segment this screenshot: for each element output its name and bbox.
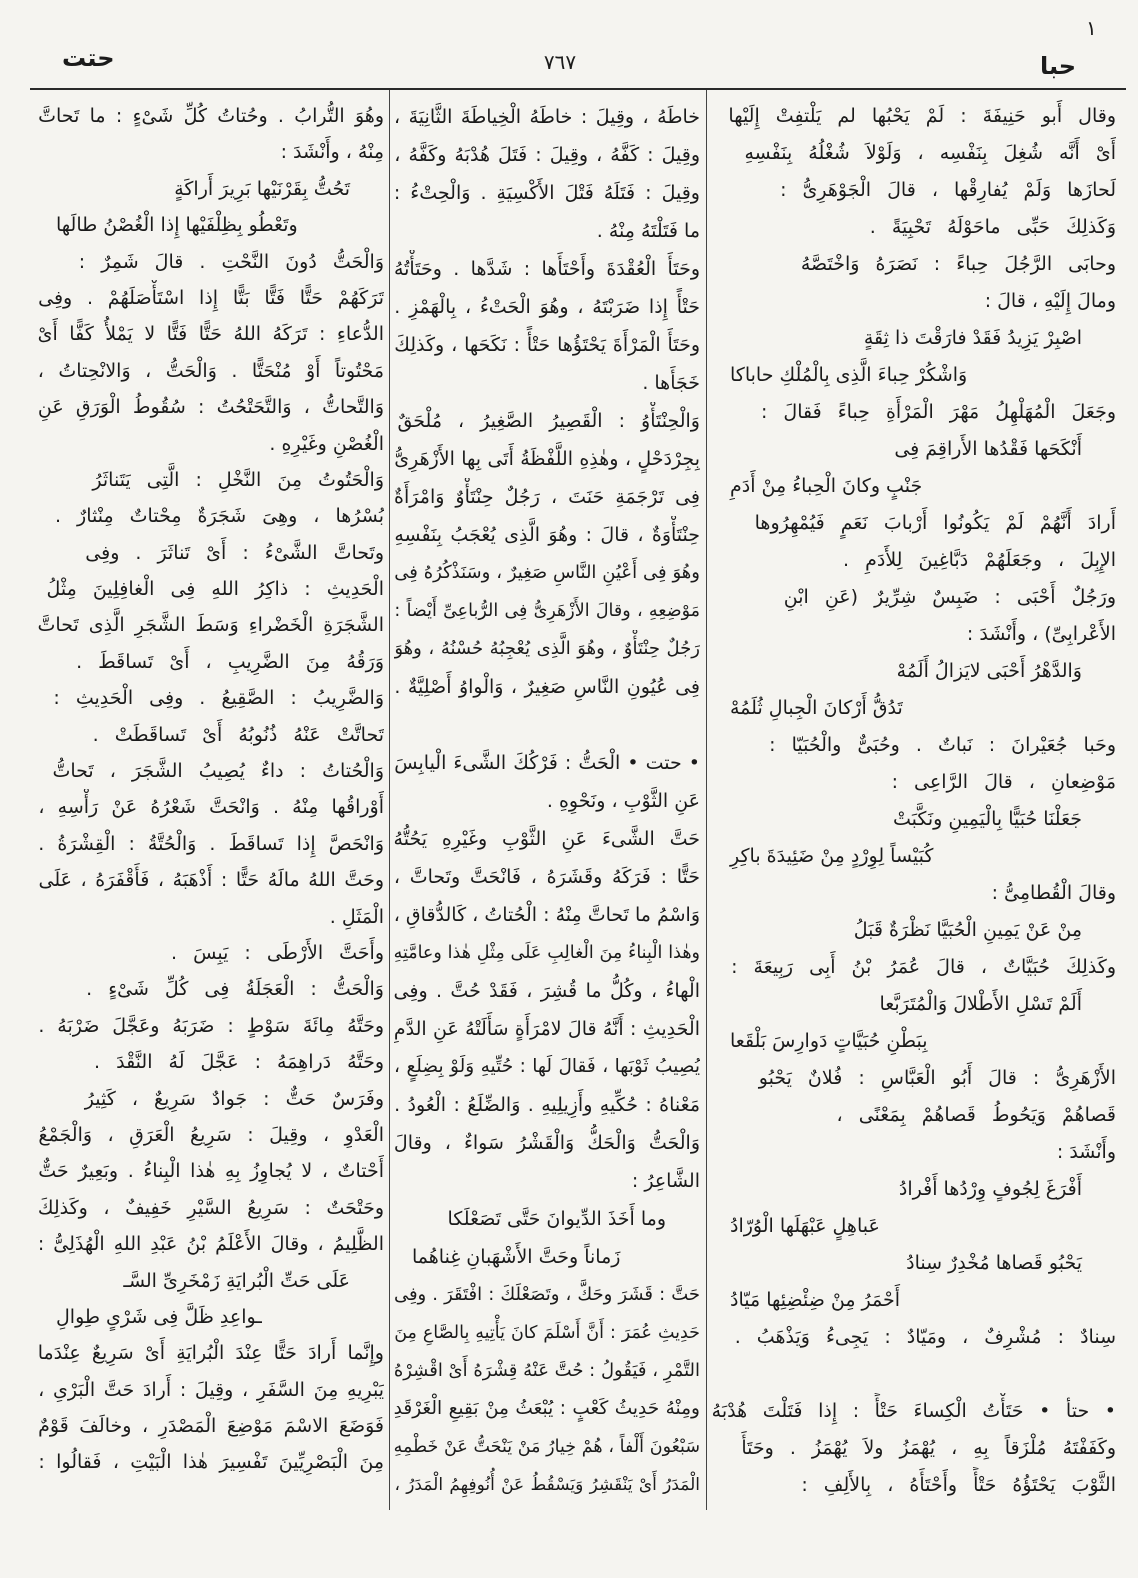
text-line-content: يَحْبُو قَصاها مُخْدِرٌ سِنادُ xyxy=(906,1252,1082,1274)
text-line xyxy=(38,753,384,789)
text-line xyxy=(394,1162,700,1200)
text-line xyxy=(712,357,1116,394)
text-line-content: أَلَمْ تَسْلِ الأَطْلالَ وَالْمُتَرَبَّعا xyxy=(879,993,1082,1015)
text-line xyxy=(394,744,700,782)
text-line xyxy=(38,899,384,935)
text-line xyxy=(394,364,700,402)
text-line-content: الْمَدَرُ أَىْ يَنْقَشِرُ وَيَسْقُطُ عَنْ أُنُوفِهِمُ الْمَدَرُ ، xyxy=(394,1475,700,1495)
text-line xyxy=(394,1428,700,1466)
column-right xyxy=(712,98,1116,1504)
text-line xyxy=(394,1352,700,1390)
text-line-content: وَالْحَتُوتُ مِنَ النَّخْلِ : الَّتِى يَتَناثَرُ xyxy=(92,468,384,491)
text-line xyxy=(712,246,1116,283)
text-line-content: حَتًّا : فَرَكَهُ وقَشَرَهُ ، فَانْحَتَّ وتَحاتَّ ، xyxy=(394,866,700,888)
text-line xyxy=(394,174,700,212)
text-line-content: مَحْتُوتاً أَوْ مُنْحَتًّا . وَالْحَتُّ ، وَالانْحِتاتُ ، xyxy=(38,359,384,382)
text-line-content: يُصِيبُ ثَوْبَها ، فَقالَ لَها : حُتِّيهِ وَلَوْ بِضِلَعٍ ، xyxy=(394,1056,700,1077)
text-line xyxy=(38,826,384,862)
text-line xyxy=(394,820,700,858)
text-line-content: وحَتَّ اللهُ مالَهُ حَتًّا : أَذْهَبَهُ ، فَأَقْفَرَهُ ، عَلَى xyxy=(38,869,384,892)
text-line xyxy=(394,516,700,554)
text-line xyxy=(712,394,1116,431)
text-line-content: وحَتَأَ الْعُقْدَةَ وأَحْتَأَها : شَدَّها . وحَتَأْتُهُ xyxy=(394,258,700,280)
text-line-content: مِنْ عَنْ يَمِينِ الْحُبَيَّا نَظْرَةٌ قَبَلُ xyxy=(853,919,1082,941)
text-line-content: الشَّجَرَةِ الْخَضْراءِ وَسَطَ الشَّجَرِ الَّذِى تَحاتَّ xyxy=(38,614,384,637)
text-line-content: بُسْرُها ، وهِىَ شَجَرَةٌ مِحْتاتٌ مِنْثارٌ . xyxy=(54,505,384,528)
text-line xyxy=(394,250,700,288)
text-line xyxy=(712,1097,1116,1134)
text-line xyxy=(712,1393,1116,1430)
text-line-content: عَلَى حَتِّ الْبُرايَةِ زَمْخَرِىِّ السَّـ xyxy=(123,1269,350,1292)
text-line xyxy=(38,789,384,825)
text-line-content: وَكَذلِكَ حَبِّى ماحَوْلَهُ تَحْبِيَةً . xyxy=(869,216,1116,238)
text-line xyxy=(712,1208,1116,1245)
text-line-content: تَحاتَّتْ عَنْهُ ذُنُوبُهُ أَىْ تَساقَطَتْ . xyxy=(92,723,384,746)
text-line-content: وما أَخَذَ الدِّيوانَ حَتَّى تَصَعْلَكا xyxy=(447,1208,666,1230)
text-line-content: تَدُقُّ أَرْكانَ الْجِبالِ ثُلَمُهْ xyxy=(730,697,903,719)
text-line xyxy=(38,1372,384,1408)
text-line-content: الدُّعاءِ : تَرَكَهُ اللهُ حَتًّا فَتًّا لا يَمْلأُ كَفًّا أَىْ xyxy=(38,323,384,346)
text-line-content: فِى عُيُونِ النَّاسِ صَغِيرٌ ، وَالْواوُ أَصْلِيَّةٌ . xyxy=(394,676,700,698)
text-line xyxy=(394,972,700,1010)
text-line xyxy=(38,389,384,425)
text-line-content: أَىْ أَنَّه شُغِلَ بِنَفْسِه ، وَلَوْلاَ شُغْلُهُ بِنَفْسِهِ xyxy=(744,142,1116,164)
text-line xyxy=(38,535,384,571)
text-line xyxy=(712,1430,1116,1467)
text-line-content: وَالدَّهْرُ أَحْبَى لايَزالُ أَلَمُهْ xyxy=(896,660,1082,682)
text-line-content: سَبْعُونَ أَلْفاً ، هُمْ خِيارُ مَنْ يَنْحَتُّ عَنْ خَطْمِهِ xyxy=(394,1437,700,1457)
text-line-content: وقال أَبو حَنِيفَةَ : لَمْ يَحْبُها لم يَلْتفِتْ إِلَيْها xyxy=(728,105,1116,127)
text-line xyxy=(38,1190,384,1226)
text-line-content: وقِيلَ : كَفَّهُ ، وقِيلَ : فَتَلَ هُدْبَهُ وكَفَّهُ ، xyxy=(394,144,700,166)
text-line xyxy=(712,468,1116,505)
text-line xyxy=(394,1048,700,1086)
text-line-content: حَتْأً إِذا ضَرَبْتَهُ ، وهُوَ الْحَتْءُ ، بِالْهَمْزِ . xyxy=(394,296,700,318)
text-line-content: • حتأ • حَتَأْتُ الْكِساءَ حَتْأً : إِذا فَتَلْتَ هُدْبَهُ xyxy=(712,1400,1116,1422)
text-line xyxy=(712,875,1116,912)
text-line xyxy=(394,706,700,744)
text-line xyxy=(394,1314,700,1352)
text-line xyxy=(38,316,384,352)
text-line xyxy=(712,1282,1116,1319)
text-line xyxy=(712,1171,1116,1208)
text-line-content: زَماناً وحَتَّ الأَشْهَبانِ غِناهُما xyxy=(412,1246,621,1268)
text-line-content: الْهاءُ ، وكُلُّ ما قُشِرَ ، فَقَدْ حُتَّ . وفِى xyxy=(394,980,700,1002)
text-line-content: أَحْمَرُ مِنْ ضِئْضِئِها مَيّادُ xyxy=(730,1289,901,1311)
text-line xyxy=(712,1467,1116,1504)
text-line xyxy=(394,288,700,326)
column-divider xyxy=(389,90,390,1510)
text-line xyxy=(712,283,1116,320)
text-line xyxy=(712,653,1116,690)
text-line xyxy=(712,616,1116,653)
text-line xyxy=(394,896,700,934)
text-line-content: مِنَ الْبَصْرِيِّينَ تَفْسِيرَ هٰذا الْبَيْتِ ، فَقالُوا : xyxy=(38,1451,384,1474)
text-line xyxy=(712,1134,1116,1171)
text-line xyxy=(712,690,1116,727)
text-line-content: تَحُتُّ بِقَرْنَيْها بَرِيرَ أَراكَةٍ xyxy=(174,177,350,200)
text-line-content: • حتت • الْحَتُّ : فَرْكُكَ الشَّىءَ الْيابِسَ xyxy=(394,752,700,774)
text-line xyxy=(394,1086,700,1124)
text-line-content: أَنْكَحَها فَقْدُها الأَراقِمَ فِى xyxy=(894,438,1082,460)
text-line-content: كُبَيْساً لِوِرْدٍ مِنْ ضَئِيدَةَ باكِرِ xyxy=(730,845,934,867)
text-line xyxy=(712,172,1116,209)
text-line-content: الظَّلِيمُ ، وقالَ الأَعْلَمُ بْنُ عَبْدِ اللهِ الْهُذَلِىُّ : xyxy=(38,1233,384,1256)
text-line xyxy=(394,1276,700,1314)
text-line-content: الْحَدِيثِ : أَنَّهُ قالَ لامْرَأَةٍ سَأَلَتْهُ عَنِ الدَّمِ xyxy=(394,1018,700,1040)
text-line xyxy=(38,644,384,680)
text-line xyxy=(38,862,384,898)
text-line-content: الإِبِلَ ، وجَعَلَهُمْ دَبَّاغِينَ لِلأَدَمِ . xyxy=(843,549,1116,571)
text-line-content: وحَتَأَ الْمَرْأَةَ يَحْتَؤُها حَتْأً : نَكَحَها ، وكَذلِكَ xyxy=(394,334,700,356)
text-line xyxy=(38,717,384,753)
text-line-content: وَرَقُهُ مِنَ الضَّرِيبِ ، أَىْ تَساقَطَ . xyxy=(76,650,384,673)
text-line-content: أَرادَ أَنَّهُمْ لَمْ يَكُونُوا أَرْبابَ نَعَمٍ فَيُمْهِرُوها xyxy=(754,512,1116,534)
text-line-content: جَعَلْنَا حُبَيًّا بِالْيَمِينِ ونَكَّبَتْ xyxy=(893,808,1082,830)
text-line xyxy=(394,98,700,136)
text-line-content: التَّمْرِ ، فَيَقُولُ : حُتَّ عَنْهُ قِشْرَهُ أَىْ اقْشِرْهُ xyxy=(394,1360,700,1381)
text-line-content: مَعْناهُ : حُكِّيهِ وأَزِيلِيهِ . وَالضِّلَعُ : الْعُودُ . xyxy=(394,1094,700,1116)
text-line-content: وجَعَلَ الْمُهَلْهِلُ مَهْرَ الْمَرْأَةِ حِباءً فَقالَ : xyxy=(760,401,1116,423)
text-line xyxy=(38,1081,384,1117)
text-line xyxy=(38,1153,384,1189)
text-line-content: وَالْحِنْتَأْوُ : الْقَصِيرُ الصَّغِيرُ ، مُلْحَقٌ xyxy=(397,410,700,432)
text-line xyxy=(38,426,384,462)
text-line-content: وإِنَّما أَرادَ حَتًّا عِنْدَ الْبُرايَةِ أَىْ سَرِيعٌ عِنْدَما xyxy=(38,1342,384,1365)
text-line-content: جَنْبٍ وكانَ الْحِباءُ مِنْ أَدَمِ xyxy=(730,475,923,497)
text-line xyxy=(394,668,700,706)
text-line-content: حَدِيثِ عُمَرَ : أَنَّ أَسْلَمَ كانَ يَأْتِيهِ بِالصَّاعِ مِنَ xyxy=(394,1323,700,1343)
running-head-right: حبا xyxy=(1040,52,1077,80)
text-line xyxy=(712,838,1116,875)
page-number: ٧٦٧ xyxy=(543,50,577,74)
text-line xyxy=(712,320,1116,357)
text-line-content: قَصاهُمْ وَيَحُوطُ قَصاهُمْ بِمَعْنًى ، xyxy=(836,1104,1116,1126)
text-line-content: الْغُصْنِ وغَيْرِهِ . xyxy=(269,432,384,455)
text-line xyxy=(38,935,384,971)
text-line-content: تَرَكَهُمْ حَتًّا فَتًّا بَتًّا إِذا اسْتَأْصَلَهُمْ . وفِى xyxy=(38,286,384,309)
text-line-content: الشَّاعِرُ : xyxy=(631,1170,700,1192)
text-line-content: الْحَدِيثِ : ذاكِرُ اللهِ فِى الْغافِلِينَ مِثْلُ xyxy=(46,578,384,601)
text-line xyxy=(712,209,1116,246)
running-head-left: حتت xyxy=(62,44,115,72)
text-line xyxy=(38,462,384,498)
text-line-content: وهُوَ فِى أَعْيُنِ النَّاسِ صَغِيرٌ ، وسَنَذْكُرُهُ فِى xyxy=(394,562,700,583)
text-line xyxy=(712,1356,1116,1393)
text-line-content: وقِيلَ : فَتَلَهُ فَتْلَ الأَكْسِيَةِ . وَالْحِتْءُ : xyxy=(394,182,700,204)
text-line xyxy=(38,1044,384,1080)
text-line xyxy=(394,934,700,972)
text-line xyxy=(38,1117,384,1153)
text-line-content: عَنِ الثَّوْبِ ، ونَحْوِهِ . xyxy=(546,790,700,812)
text-line xyxy=(712,1023,1116,1060)
text-line xyxy=(38,971,384,1007)
text-line-content: خاطَهُ ، وقِيلَ : خاطَهُ الْخِياطَةَ الثَّانِيَةَ ، xyxy=(394,106,700,128)
text-line-content: يَبْرِيهِ مِنَ السَّفَرِ ، وقِيلَ : أَرادَ حَتَّ الْبَرْىِ ، xyxy=(38,1378,384,1401)
text-line-content: وَاسْمُ ما تَحاتَّ مِنْهُ : الْحُتاتُ ، كَالدُّقاقِ ، xyxy=(394,904,700,926)
text-line xyxy=(38,571,384,607)
text-line-content: مِنْهُ ، وأَنْشَدَ : xyxy=(280,141,384,164)
text-line-content: عَباهِلٍ عَبْهَلَها الْوُرّادُ xyxy=(730,1215,880,1237)
text-line-content: ومالَ إِلَيْهِ ، قالَ : xyxy=(984,290,1116,312)
text-line xyxy=(394,782,700,820)
text-line-content: الْعَدْوِ ، وقِيلَ : سَرِيعُ الْعَرَقِ ، وَالْجَمْعُ xyxy=(38,1123,384,1146)
text-line xyxy=(38,98,384,134)
text-line-content: وحَتْحَتٌ : سَرِيعُ السَّيْرِ خَفِيفٌ ، وكَذلِكَ xyxy=(38,1196,384,1219)
text-line xyxy=(394,478,700,516)
text-line xyxy=(38,607,384,643)
text-line xyxy=(394,1390,700,1428)
text-line xyxy=(394,1124,700,1162)
text-line-content: الثَّوْبَ يَحْتَؤُهُ حَتْأً وأَحْتَأَهُ ، بِالأَلِفِ : xyxy=(801,1474,1116,1496)
header-rule xyxy=(30,88,1126,90)
text-line xyxy=(394,554,700,592)
text-line xyxy=(38,1299,384,1335)
text-line xyxy=(712,912,1116,949)
text-line xyxy=(394,1466,700,1504)
text-line-content: حَتَّ الشَّىءَ عَنِ الثَّوْبِ وغَيْرِهِ يَحُتُّهُ xyxy=(394,828,700,850)
text-line-content: خَجَأَها . xyxy=(642,372,700,394)
text-line xyxy=(38,498,384,534)
text-line-content: مَوْضِعِهِ ، وقالَ الأَزْهَرِىُّ فِى الرُّباعِىِّ أَيْضاً : xyxy=(394,601,700,621)
text-line xyxy=(394,136,700,174)
text-line xyxy=(38,1335,384,1371)
text-line xyxy=(712,727,1116,764)
text-line xyxy=(712,764,1116,801)
text-line-content: اصْبِرْ يَزِيدُ فَقَدْ فارَقْتَ ذا ثِقَةٍ xyxy=(863,327,1082,349)
text-line xyxy=(712,135,1116,172)
text-line-content: لَحازَها وَلَمْ يُفارِقْها ، قالَ الْجَوْهَرِىُّ : xyxy=(780,179,1116,201)
text-line-content: وتَحاتَّ الشَّىْءُ : أَىْ تَناثَرَ . وفِى xyxy=(85,541,384,564)
text-line-content: الْمَثَلِ . xyxy=(329,905,384,928)
text-line xyxy=(712,949,1116,986)
text-line xyxy=(712,505,1116,542)
text-line-content: وتَعْطُو بِظِلْفَيْها إِذا الْغُصْنُ طالَها xyxy=(56,214,298,237)
text-line-content: وحَتَّهُ مِائَةَ سَوْطٍ : ضَرَبَهُ وعَجَّلَ ضَرْبَهُ . xyxy=(38,1014,384,1037)
text-line-content: وحَبا جُعَيْرانَ : نَباتٌ . وحُبَىٌّ والْحُبَيّا : xyxy=(769,734,1116,756)
text-line-content: أَحْتاتٌ ، لا يُجاوِزُ بِهِ هٰذا الْبِناءُ . وبَعِيرٌ حَتٌّ xyxy=(38,1160,384,1183)
text-line xyxy=(394,858,700,896)
column-middle xyxy=(394,98,700,1504)
text-line-content: وفَرَسٌ حَتٌّ : جَوادٌ سَرِيعٌ ، كَثِيرُ xyxy=(84,1087,384,1110)
column-divider xyxy=(706,90,707,1510)
text-line xyxy=(38,1263,384,1299)
text-line xyxy=(38,353,384,389)
text-line-content: رَجُلٌ حِنْتَأْوٌ ، وهُوَ الَّذِى يُعْجِبُهُ حُسْنُهُ ، وهُوَ xyxy=(394,638,700,659)
text-line-content: ومِنْهُ حَدِيثُ كَعْبٍ : يُبْعَثُ مِنْ بَقِيعِ الْغَرْقَدِ xyxy=(394,1398,700,1419)
text-line-content: ما فَتَلْتَهُ مِنْهُ . xyxy=(596,220,700,242)
text-line-content: وَالْحَتُّ : الْعَجَلَةُ فِى كُلِّ شَىْءٍ . xyxy=(86,978,384,1001)
text-line-content: أَوْراقُها مِنْهُ . وَانْحَتَّ شَعْرُهُ عَنْ رَأْسِهِ ، xyxy=(38,796,384,819)
text-line xyxy=(394,212,700,250)
text-line xyxy=(38,171,384,207)
text-line-content: وَالْحَتُّ وَالْحَكُّ وَالْقَشْرُ سَواءٌ ، وقالَ xyxy=(394,1132,700,1154)
text-line xyxy=(38,244,384,280)
text-line xyxy=(38,280,384,316)
text-line-content: حِنْتَأْوَةٌ ، قالَ : وهُوَ الَّذِى يُعْجَبُ بِنَفْسِهِ xyxy=(394,524,700,546)
text-line xyxy=(394,630,700,668)
text-line xyxy=(394,402,700,440)
text-line-content: وَالْحَتُّ دُونَ النَّحْتِ . قالَ شَمِرٌ : xyxy=(78,250,384,273)
text-line xyxy=(394,1200,700,1238)
text-line-content: وَالْحُتاتُ : داءٌ يُصِيبُ الشَّجَرَ ، تَحاتُّ xyxy=(52,760,384,783)
text-line-content: وَاشْكُرْ حِباءَ الَّذِى بِالْمُلْكِ حاباكا xyxy=(730,364,968,386)
text-line xyxy=(38,1444,384,1480)
text-line-content: الأَعْرابِىِّ) ، وأَنْشَدَ : xyxy=(966,623,1116,645)
text-line xyxy=(394,326,700,364)
text-line-content: بِبَطْنِ حُبَيَّاتٍ دَوارِسَ بَلْقَعا xyxy=(730,1030,928,1052)
text-line xyxy=(394,592,700,630)
text-line xyxy=(394,1238,700,1276)
text-line-content: أَفْرَغَ لِجُوفٍ وِرْدُها أَفْرادُ xyxy=(898,1178,1082,1200)
text-line-content: وحَتَّهُ دَراهِمَهُ : عَجَّلَ لَهُ النَّقْدَ . xyxy=(94,1051,384,1074)
text-line-content: ورَجُلٌ أَحْبَى : ضَبِسٌ شِرِّيرٌ (عَنِ ابْنِ xyxy=(783,586,1116,608)
text-line-content: وكَفَفْتَهُ مُلْزَقاً بِهِ ، يُهْمَزُ ولاَ يُهْمَزُ . وحَتَأَ xyxy=(741,1437,1116,1459)
text-line-content: وأَنْشَدَ : xyxy=(1056,1141,1116,1163)
text-line-content: وقالَ الْقُطامِىُّ : xyxy=(991,882,1116,904)
text-line xyxy=(38,680,384,716)
text-line-content: ـواعِدِ ظَلَّ فِى شَرْىٍ طِوالِ xyxy=(56,1305,262,1328)
text-line xyxy=(712,542,1116,579)
text-line xyxy=(712,98,1116,135)
text-line-content: وَانْحَصَّ إِذا تَساقَطَ . وَالْحُتَّةُ : الْقِشْرَةُ . xyxy=(38,832,384,855)
column-left xyxy=(38,98,384,1481)
text-line xyxy=(712,1060,1116,1097)
text-line xyxy=(38,1408,384,1444)
text-line-content: وَالتَّحاتُّ ، وَالتَّحَتْحُتُ : سُقُوطُ الْوَرَقِ عَنِ xyxy=(38,396,384,419)
text-line xyxy=(712,1245,1116,1282)
text-line-content: بِجِرْدَحْلٍ ، وهٰذِهِ اللَّفْظَةُ أَتَى بِها الأَزْهَرِىُّ xyxy=(394,448,700,470)
text-line xyxy=(394,1010,700,1048)
text-line-content: فِى تَرْجَمَةِ حَنَتَ ، رَجُلٌ حِنْتَأْوٌ وَامْرَأَةٌ xyxy=(394,486,700,508)
text-line xyxy=(712,579,1116,616)
corner-mark: ١ xyxy=(1086,16,1097,40)
text-line-content: وأَحَتَّ الأَرْطَى : يَبِسَ . xyxy=(171,941,384,964)
text-line xyxy=(712,986,1116,1023)
text-line-content: وهُوَ التُّرابُ . وحُتاتُ كُلِّ شَىْءٍ : ما تَحاتَّ xyxy=(38,105,384,127)
text-line xyxy=(38,134,384,170)
text-line xyxy=(394,440,700,478)
text-line-content: سِنادٌ : مُشْرِفٌ ، ومَيّادٌ : يَجِىءُ وَيَذْهَبُ . xyxy=(734,1326,1116,1348)
text-line xyxy=(38,1226,384,1262)
text-line xyxy=(712,431,1116,468)
text-line-content: وهٰذا الْبِناءُ مِنَ الْغالِبِ عَلَى مِثْلِ هٰذا وعامَّتِهِ xyxy=(394,943,700,963)
text-line xyxy=(38,207,384,243)
text-line-content: وَالضَّرِيبُ : الصَّقِيعُ . وفِى الْحَدِيثِ : xyxy=(53,687,384,710)
text-line xyxy=(712,801,1116,838)
text-line-content: وحابَى الرَّجُلَ حِباءً : نَصَرَهُ وَاخْتَصَّهُ xyxy=(800,253,1116,275)
text-line-content: وكَذلِكَ حُبَيَّاتٌ ، قالَ عُمَرُ بْنُ أَبِى رَبِيعَةَ : xyxy=(731,956,1116,978)
text-line-content: مَوْضِعانِ ، قالَ الرَّاعِى : xyxy=(891,771,1116,793)
text-line-content: الأَزْهَرِىُّ : قالَ أَبُو الْعَبَّاسِ : فُلانٌ يَحْبُو xyxy=(758,1067,1116,1089)
text-line xyxy=(38,1008,384,1044)
text-line xyxy=(712,1319,1116,1356)
text-line-content: فَوَضَعَ الاسْمَ مَوْضِعَ الْمَصْدَرِ ، وخالَفَ قَوْمٌ xyxy=(38,1415,384,1438)
text-line-content: حَتَّ : قَشَرَ وحَكَّ ، وتَصَعْلَكَ : افْتَقَرَ . وفِى xyxy=(394,1284,700,1305)
